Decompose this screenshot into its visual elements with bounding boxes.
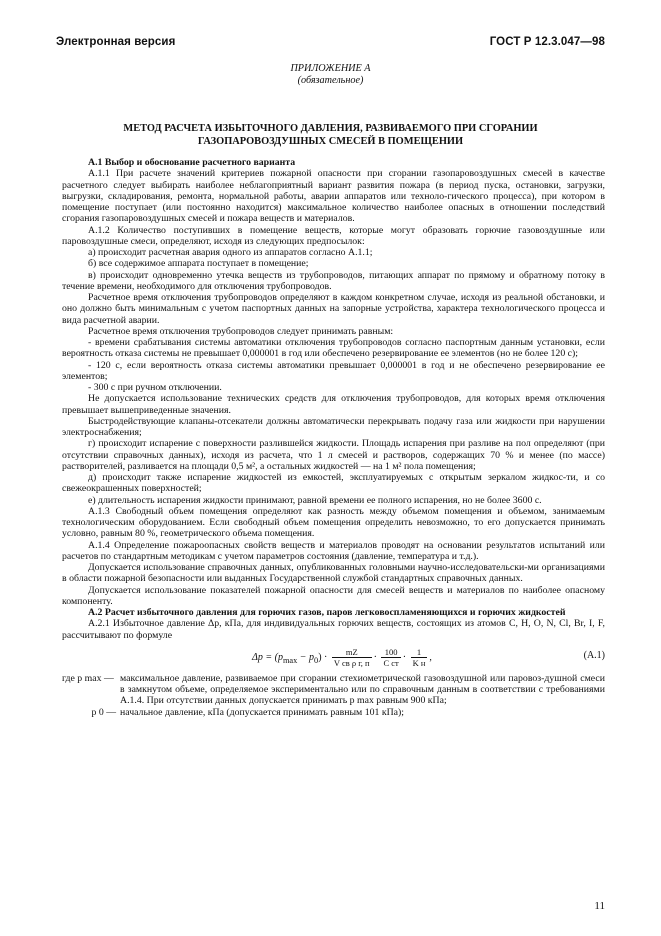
fraction-mz: $\frac{mZ}{\text{V св ρ г, п}}$ <box>333 646 370 668</box>
paragraph: А.1.3 Свободный объем помещения определяют как разность между объемом помещения и объемом, занимаемым технологическим оборудованием. Если свободный объем помещения определить невозможно, то его допускается принимать условно, равным 80 %, геометрического объема помещения. <box>62 505 605 540</box>
list-item: а) происходит расчетная авария одного из аппаратов согласно А.1.1; <box>88 247 373 258</box>
paragraph: Допускается использование справочных данных, опубликованных головными научно-исследовательски-ми организациями в области пожарной безопасности или выданных Государственной службой стандартных справочных данных. <box>62 562 605 585</box>
paragraph: А.1.2 Количество поступивших в помещение веществ, которые могут образовать горючие газовоздушные или паровоздушные смеси, определяют, исходя из следующих предпосылок: <box>62 224 605 247</box>
paragraph: А.1.1 При расчете значений критериев пожарной опасности при сгорании газопаровоздушных смесей в качестве расчетного следует выбирать наиболее неблагоприятный вариант развития пожара (в период пуска, остановки, загрузки, выгрузки, складирования, ремонта, нормальной работы, аварии аппаратов или техноло-гического процесса), при котором в помещение поступает (или постоянно находится) максимальное количество наиболее опасных в отношении последствий сгорания газопаровоздушных смесей и пожара веществ и материалов. <box>62 168 605 225</box>
list-item: - 300 с при ручном отключении. <box>88 382 222 393</box>
list-item: д) происходит также испарение жидкостей из емкостей, эксплуатируемых с открытым зеркалом жидкос-ти, и со свежеокрашенных поверхностей; <box>62 472 605 495</box>
header-edition: Электронная версия <box>56 36 176 48</box>
list-item: в) происходит одновременно утечка веществ из трубопроводов, питающих аппарат по прямому и обратному потоку в течение времени, необходимого для отключения трубопроводов. <box>62 269 605 292</box>
fraction-one: $\frac{1}{\text{K н}}$ <box>412 646 426 668</box>
formula-number: (А.1) <box>583 649 605 661</box>
document-title: МЕТОД РАСЧЕТА ИЗБЫТОЧНОГО ДАВЛЕНИЯ, РАЗВИВАЕМОГО ПРИ СГОРАНИИ ГАЗОПАРОВОЗДУШНЫХ СМЕСЕЙ В ПОМЕЩЕНИИ <box>123 123 538 147</box>
appendix-note: (обязательное) <box>297 75 364 86</box>
page-number: 11 <box>594 900 605 912</box>
definition-p0: p 0 — начальное давление, кПа (допускается принимать равным 101 кПа); <box>91 706 405 718</box>
definitions <box>62 673 605 718</box>
list-item: - времени срабатывания системы автоматики отключения трубопроводов согласно паспортным данным установки, если вероятность отказа системы не превышает 0,000001 в год или обеспечено резервирование ее элементов (но не более 120 с); <box>62 337 605 360</box>
formula-a1 <box>62 641 605 671</box>
formula-expression: $\Delta p = (p_{max} - p_0)$ · $\frac{mZ}{\text{V св ρ г, п}}$ · $\frac{100}{\text{C ст}}$ · $\frac{1}{\text{K н}}$ , <box>252 646 432 668</box>
appendix-label: ПРИЛОЖЕНИЕ А <box>290 63 371 74</box>
section-heading: А.2 Расчет избыточного давления для горючих газов, паров легковоспламеняющихся и горючих жидкостей <box>88 607 566 618</box>
list-item: г) происходит испарение с поверхности разлившейся жидкости. Площадь испарения при разливе на пол определяют (при отсутствии справочных данных), исходя из расчета, что 1 л смесей и растворов, содержащих 70 % и менее (по массе) растворителей, разливается на площади 0,5 м², а остальных жидкостей — на 1 м² пола помещения; <box>62 438 605 472</box>
paragraph: Допускается использование показателей пожарной опасности для смесей веществ и материалов по наиболее опасному компоненту. <box>62 584 605 607</box>
paragraph: Расчетное время отключения трубопроводов следует принимать равным: <box>88 325 394 337</box>
definition-pmax: где p max — максимальное давление, развиваемое при сгорании стехиометрической газовоздушной или паровоз-душной смеси в замкнутом объеме, определяемое экспериментально или по справочным данным в соответствии с требованиями А.1.4. При отсутствии данных допускается принимать p max равным 900 кПа; <box>62 672 605 707</box>
paragraph: А.1.4 Определение пожароопасных свойств веществ и материалов проводят на основании результатов испытаний или расчетов по стандартным методикам с учетом параметров состояния (давление, температура и т.д.). <box>62 539 605 562</box>
document-body <box>62 157 605 718</box>
header-standard-number: ГОСТ Р 12.3.047—98 <box>489 36 605 48</box>
paragraph: А.2.1 Избыточное давление Δp, кПа, для индивидуальных горючих веществ, состоящих из атомов С, Н, О, N, Cl, Br, I, F, рассчитывают по формуле <box>62 618 605 641</box>
paragraph: Не допускается использование технических средств для отключения трубопроводов, для которых время отключения превышает вышеприведенные значения. <box>62 393 605 416</box>
fraction-100: $\frac{100}{\text{C ст}}$ <box>383 646 399 668</box>
list-item: е) длительность испарения жидкости принимают, равной времени ее полного испарения, но не более 3600 с. <box>88 494 542 506</box>
list-item: - 120 с, если вероятность отказа системы автоматики превышает 0,000001 в год и не обеспечено резервирование ее элементов; <box>62 359 605 382</box>
list-item: б) все содержимое аппарата поступает в помещение; <box>88 258 309 270</box>
paragraph: Расчетное время отключения трубопроводов определяют в каждом конкретном случае, исходя из реальной обстановки, и оно должно быть минимальным с учетом паспортных данных на запорные устройства, характера технологического процесса и вида расчетной аварии. <box>62 292 605 326</box>
paragraph: Быстродействующие клапаны-отсекатели должны автоматически перекрывать подачу газа или жидкости при нарушении электроснабжения; <box>62 415 605 438</box>
section-heading: А.1 Выбор и обоснование расчетного варианта <box>88 157 296 168</box>
